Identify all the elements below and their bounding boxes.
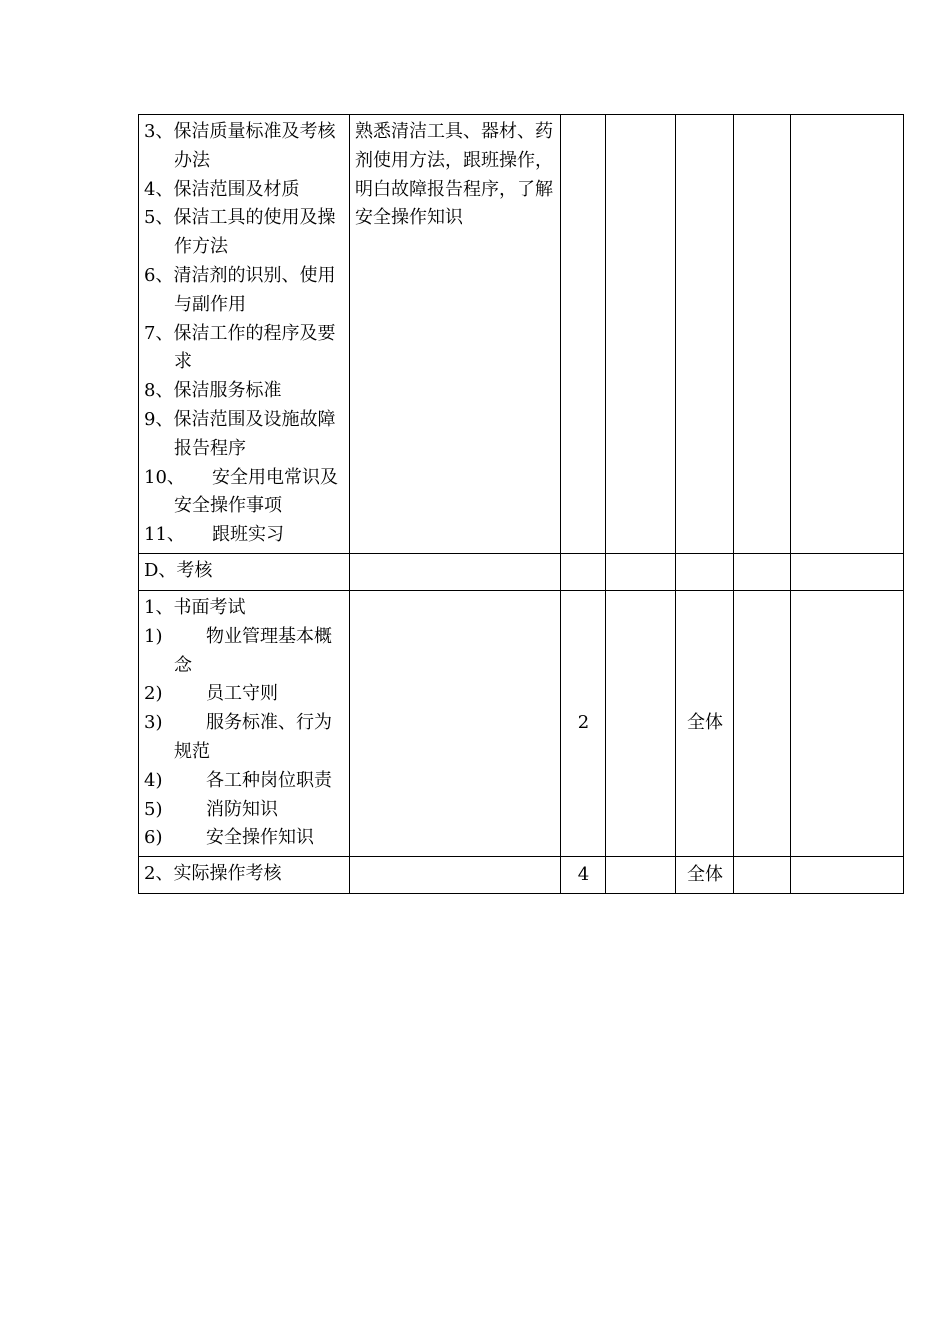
exam-subitem-2: 2) 员工守则 (144, 683, 278, 705)
training-schedule-table (138, 114, 904, 894)
exam-subitem-5: 5) 消防知识 (144, 798, 278, 820)
hours-cell: 4 (561, 857, 606, 894)
requirement-cell: 熟悉清洁工具、器材、药 剂使用方法，跟班操作， 明白故障报告程序，了解 安全操作知识 (350, 115, 561, 554)
written-exam-cell (139, 590, 350, 856)
table-row-written-exam (139, 590, 904, 856)
empty-cell (734, 857, 791, 894)
empty-cell (606, 857, 676, 894)
topic-item-11: 11、 跟班实习 (144, 524, 284, 546)
empty-cell (791, 553, 904, 590)
exam-subitem-1: 1) 物业管理基本概 念 (144, 625, 332, 676)
topic-item-9: 9、保洁范围及设施故障 报告程序 (144, 408, 336, 459)
exam-subitem-6: 6) 安全操作知识 (144, 827, 314, 849)
empty-cell (791, 857, 904, 894)
empty-cell (350, 857, 561, 894)
empty-cell (350, 590, 561, 856)
topic-item-10: 10、 安全用电常识及 安全操作事项 (144, 466, 338, 517)
written-exam-heading: 1、书面考试 (144, 596, 246, 618)
empty-cell-col7 (791, 115, 904, 554)
hours-cell (561, 115, 606, 554)
table-row-cleaning-topics (139, 115, 904, 554)
exam-subitem-3: 3) 服务标准、行为 规范 (144, 712, 332, 762)
exam-subitem-4: 4) 各工种岗位职责 (144, 769, 332, 791)
hours-cell: 2 (561, 590, 606, 856)
trainees-cell: 全体 (676, 857, 734, 894)
empty-cell (606, 590, 676, 856)
empty-cell (734, 590, 791, 856)
hours-cell (561, 553, 606, 590)
empty-cell-col6 (734, 115, 791, 554)
topic-item-5: 5、保洁工具的使用及操 作方法 (144, 207, 336, 258)
topic-item-3: 3、保洁质量标准及考核 办法 (144, 121, 336, 171)
section-title: D、考核 (139, 553, 350, 590)
trainees-cell (676, 553, 734, 590)
table-row-section-d (139, 553, 904, 590)
empty-cell-col4 (606, 115, 676, 554)
empty-cell (734, 553, 791, 590)
table-row-practical-exam (139, 857, 904, 894)
practical-exam-topic: 2、实际操作考核 (139, 857, 350, 894)
trainees-cell: 全体 (676, 590, 734, 856)
topic-item-6: 6、清洁剂的识别、使用 与副作用 (144, 264, 336, 315)
topic-item-8: 8、保洁服务标准 (144, 380, 282, 402)
topic-item-4: 4、保洁范围及材质 (144, 178, 300, 200)
trainees-cell (676, 115, 734, 554)
empty-cell (791, 590, 904, 856)
empty-cell (606, 553, 676, 590)
cleaning-topics-cell (139, 115, 350, 554)
topic-item-7: 7、保洁工作的程序及要 求 (144, 322, 336, 373)
empty-cell (350, 553, 561, 590)
